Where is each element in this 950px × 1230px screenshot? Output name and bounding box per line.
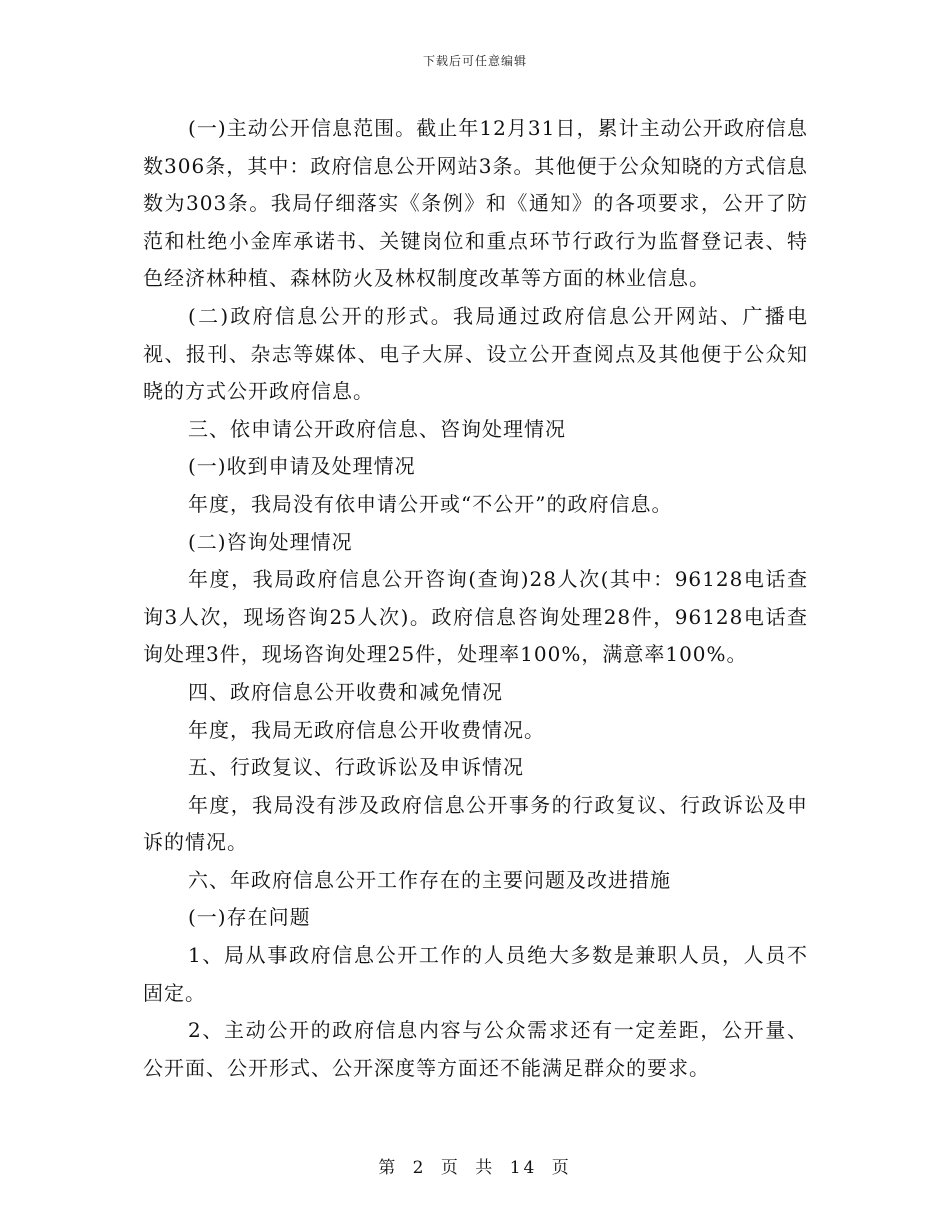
paragraph: (二)政府信息公开的形式。我局通过政府信息公开网站、广播电视、报刊、杂志等媒体、电子大屏、设立公开查阅点及其他便于公众知晓的方式公开政府信息。 bbox=[143, 303, 808, 404]
paragraph: 1、局从事政府信息公开工作的人员绝大多数是兼职人员，人员不固定。 bbox=[143, 943, 808, 1005]
subsection-heading: (一)存在问题 bbox=[188, 905, 311, 930]
paragraph: (一)主动公开信息范围。截止年12月31日，累计主动公开政府信息数306条，其中：政府信息公开网站3条。其他便于公众知晓的方式信息数为303条。我局仔细落实《条例》和《通知》的各项要求，公开了防范和杜绝小金库承诺书、关键岗位和重点环节行政行为监督登记表、特色经济林种植、森林防火及林权制度改革等方面的林业信息。 bbox=[143, 116, 808, 291]
paragraph: 年度，我局政府信息公开咨询(查询)28人次(其中：96128电话查询3人次，现场咨询25人次)。政府信息咨询处理28件，96128电话查询处理3件，现场咨询处理25件，处理率100%，满意率100%。 bbox=[143, 567, 808, 667]
section-heading: 六、年政府信息公开工作存在的主要问题及改进措施 bbox=[188, 867, 671, 892]
paragraph: 2、主动公开的政府信息内容与公众需求还有一定差距，公开量、公开面、公开形式、公开深度等方面还不能满足群众的要求。 bbox=[143, 1018, 808, 1080]
paragraph: 年度，我局无政府信息公开收费情况。 bbox=[188, 717, 545, 742]
section-heading: 四、政府信息公开收费和减免情况 bbox=[188, 679, 503, 704]
subsection-heading: (一)收到申请及处理情况 bbox=[188, 454, 416, 479]
paragraph: 年度，我局没有涉及政府信息公开事务的行政复议、行政诉讼及申诉的情况。 bbox=[143, 792, 808, 855]
page-header: 下载后可任意编辑 bbox=[422, 54, 527, 68]
page-number-footer: 第 2 页 共 14 页 bbox=[378, 1158, 572, 1178]
subsection-heading: (二)咨询处理情况 bbox=[188, 529, 353, 554]
section-heading: 三、依申请公开政府信息、咨询处理情况 bbox=[188, 416, 566, 441]
section-heading: 五、行政复议、行政诉讼及申诉情况 bbox=[188, 755, 524, 780]
document-body bbox=[143, 110, 808, 1087]
paragraph: 年度，我局没有依申请公开或“不公开”的政府信息。 bbox=[188, 491, 673, 516]
